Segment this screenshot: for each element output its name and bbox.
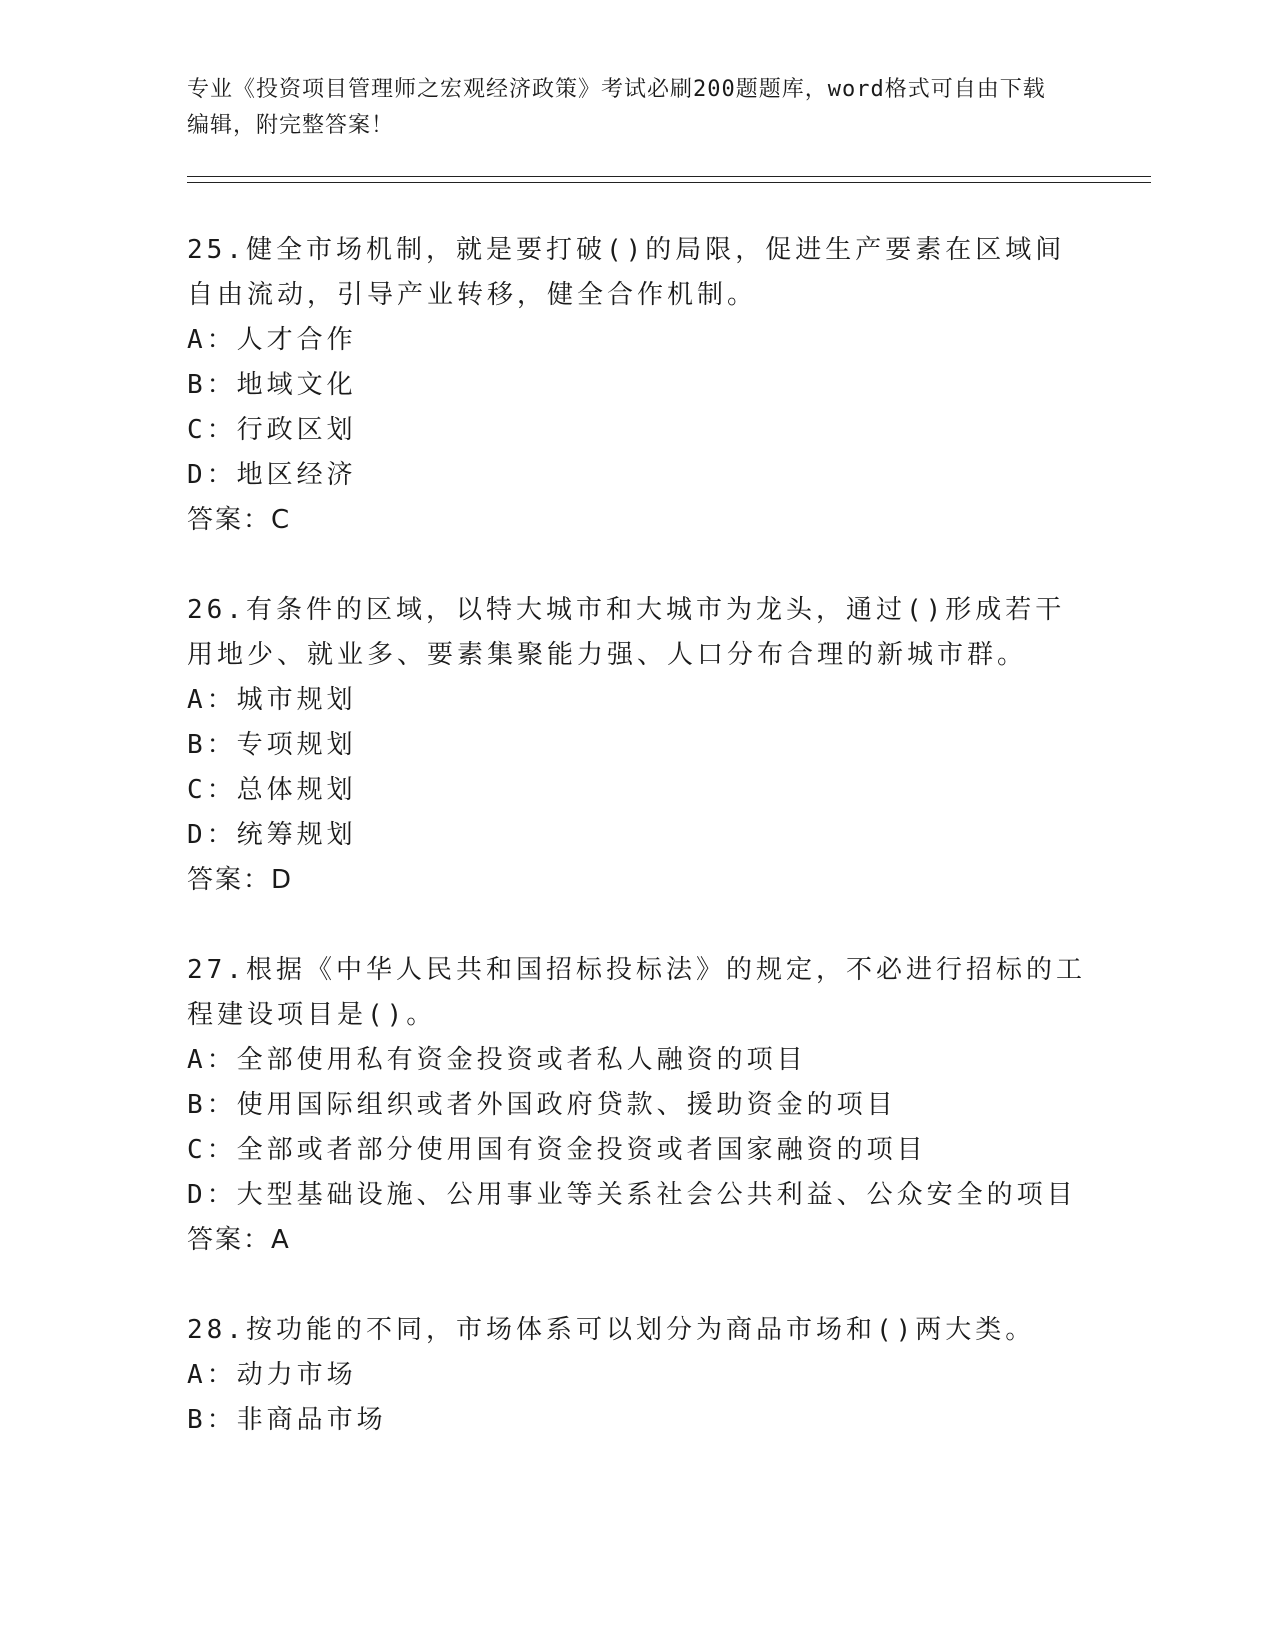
option-b: B：非商品市场 [187, 1405, 387, 1435]
option-c: C：行政区划 [187, 415, 357, 445]
option-b: B：专项规划 [187, 730, 357, 760]
header-divider-bottom [187, 182, 1151, 183]
answer-label: 答案：C [187, 505, 292, 535]
option-b: B：地域文化 [187, 370, 357, 400]
document-intro: 专业《投资项目管理师之宏观经济政策》考试必刷200题题库，word格式可自由下载编辑，附完整答案！ [187, 77, 1046, 138]
option-d: D：地区经济 [187, 460, 357, 490]
question-stem: 27.根据《中华人民共和国招标投标法》的规定，不必进行招标的工程建设项目是()。 [187, 955, 1086, 1030]
question-28 [187, 1308, 1087, 1443]
option-c: C：总体规划 [187, 775, 357, 805]
option-d: D：统筹规划 [187, 820, 357, 850]
header-divider-top [187, 176, 1151, 177]
question-27 [187, 948, 1087, 1263]
question-25 [187, 228, 1087, 543]
question-stem: 28.按功能的不同，市场体系可以划分为商品市场和()两大类。 [187, 1315, 1036, 1345]
question-26 [187, 588, 1087, 903]
option-a: A：全部使用私有资金投资或者私人融资的项目 [187, 1045, 807, 1075]
answer-label: 答案：D [187, 865, 294, 895]
option-a: A：人才合作 [187, 325, 357, 355]
option-a: A：动力市场 [187, 1360, 357, 1390]
option-d: D：大型基础设施、公用事业等关系社会公共利益、公众安全的项目 [187, 1180, 1077, 1210]
option-a: A：城市规划 [187, 685, 357, 715]
question-stem: 25.健全市场机制，就是要打破()的局限，促进生产要素在区域间自由流动，引导产业转移，健全合作机制。 [187, 235, 1066, 310]
option-c: C：全部或者部分使用国有资金投资或者国家融资的项目 [187, 1135, 927, 1165]
question-stem: 26.有条件的区域，以特大城市和大城市为龙头，通过()形成若干用地少、就业多、要素集聚能力强、人口分布合理的新城市群。 [187, 595, 1066, 670]
option-b: B：使用国际组织或者外国政府贷款、援助资金的项目 [187, 1090, 897, 1120]
answer-label: 答案：A [187, 1225, 291, 1255]
